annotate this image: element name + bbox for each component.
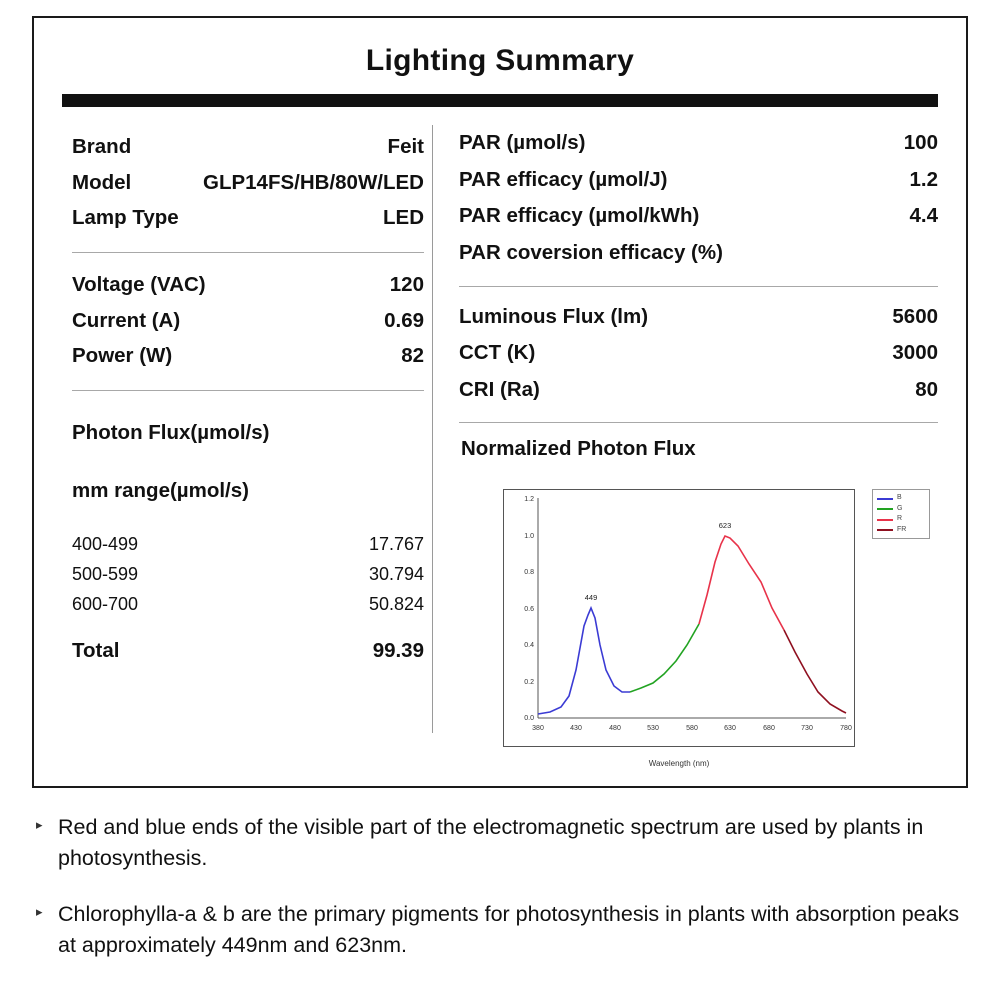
photometric-label-cct: CCT (K) bbox=[459, 341, 536, 365]
photometric-label-cri: CRI (Ra) bbox=[459, 377, 540, 401]
svg-text:0.4: 0.4 bbox=[524, 642, 534, 650]
band-value-400-499: 17.767 bbox=[368, 534, 424, 555]
svg-text:430: 430 bbox=[570, 725, 582, 733]
note-item-1 bbox=[36, 812, 966, 873]
svg-text:380: 380 bbox=[532, 725, 544, 733]
photometric-value-cct: 3000 bbox=[892, 341, 938, 365]
chart-x-axis-label: Wavelength (nm) bbox=[648, 759, 710, 769]
chart-annotation-623: 623 bbox=[718, 521, 732, 531]
spec-row-model bbox=[72, 165, 424, 201]
left-divider-1 bbox=[72, 252, 424, 253]
photon-flux-heading: Photon Flux(µmol/s) bbox=[72, 421, 270, 445]
left-column bbox=[34, 107, 432, 767]
par-label-efficacy-j: PAR efficacy (µmol/J) bbox=[459, 167, 668, 191]
spec-row-current bbox=[72, 303, 424, 339]
photometric-value-cri: 80 bbox=[915, 377, 938, 401]
legend-label-fr: FR bbox=[897, 525, 907, 533]
spec-label-voltage: Voltage (VAC) bbox=[72, 273, 206, 297]
left-divider-2 bbox=[72, 390, 424, 391]
svg-text:0.0: 0.0 bbox=[524, 715, 534, 723]
par-label-efficacy-kwh: PAR efficacy (µmol/kWh) bbox=[459, 204, 700, 228]
note-text-2: Chlorophylla-a & b are the primary pigments for photosynthesis in plants with absorption peaks at approximately 449nm and 623nm. bbox=[58, 902, 960, 957]
legend-item-b bbox=[877, 493, 925, 504]
par-row-efficacy-kwh bbox=[459, 198, 938, 235]
band-value-500-599: 30.794 bbox=[368, 564, 424, 585]
spec-value-power: 82 bbox=[401, 344, 424, 368]
svg-text:580: 580 bbox=[686, 725, 698, 733]
chart-heading: Normalized Photon Flux bbox=[461, 437, 696, 461]
legend-label-b: B bbox=[897, 494, 902, 502]
spec-row-voltage bbox=[72, 267, 424, 303]
chart-x-ticks bbox=[532, 725, 852, 732]
svg-text:730: 730 bbox=[801, 725, 813, 733]
legend-item-r bbox=[877, 514, 925, 525]
summary-body bbox=[34, 107, 966, 767]
photometric-value-luminous-flux: 5600 bbox=[892, 304, 938, 328]
svg-text:530: 530 bbox=[647, 725, 659, 733]
par-row-flux bbox=[459, 125, 938, 162]
right-divider-1 bbox=[459, 286, 938, 287]
par-label-flux: PAR (µmol/s) bbox=[459, 131, 586, 154]
note-text-1: Red and blue ends of the visible part of the electromagnetic spectrum are used by plants in photosynthesis. bbox=[58, 815, 924, 870]
legend-swatch-g bbox=[877, 508, 893, 510]
band-range-heading: mm range(µmol/s) bbox=[72, 479, 249, 503]
spec-value-model: GLP14FS/HB/80W/LED bbox=[203, 170, 424, 194]
spec-row-power bbox=[72, 338, 424, 374]
chart-plot-area bbox=[503, 489, 855, 747]
svg-text:480: 480 bbox=[609, 725, 621, 733]
spec-label-lamp-type: Lamp Type bbox=[72, 206, 179, 230]
chart-legend bbox=[872, 489, 930, 539]
band-label-400-499: 400-499 bbox=[72, 534, 139, 555]
band-label-600-700: 600-700 bbox=[72, 594, 139, 615]
svg-text:630: 630 bbox=[724, 725, 736, 733]
notes-list bbox=[36, 812, 966, 986]
band-row-500-599 bbox=[72, 559, 424, 589]
spec-value-current: 0.69 bbox=[384, 308, 424, 332]
chart-series-g bbox=[630, 624, 699, 692]
chart-svg bbox=[504, 490, 854, 746]
chart-y-ticks bbox=[524, 496, 534, 722]
spec-label-model: Model bbox=[72, 170, 132, 194]
par-value-efficacy-kwh: 4.4 bbox=[909, 204, 938, 228]
spec-value-lamp-type: LED bbox=[383, 206, 424, 230]
left-spacer-2 bbox=[72, 445, 424, 471]
spec-value-brand: Feit bbox=[387, 135, 424, 158]
right-divider-2 bbox=[459, 422, 938, 423]
photometric-row-cri bbox=[459, 372, 938, 409]
par-row-conversion-efficacy bbox=[459, 235, 938, 272]
legend-swatch-fr bbox=[877, 529, 893, 531]
total-label: Total bbox=[72, 639, 120, 663]
svg-text:0.2: 0.2 bbox=[524, 679, 534, 687]
svg-text:1.0: 1.0 bbox=[524, 533, 534, 541]
spectrum-chart bbox=[459, 467, 938, 785]
triangle-bullet-icon: ▸ bbox=[36, 817, 43, 832]
chart-annotation-449: 449 bbox=[584, 593, 598, 603]
band-row-600-700 bbox=[72, 589, 424, 619]
photometric-row-cct bbox=[459, 335, 938, 372]
par-label-conversion-efficacy: PAR coversion efficacy (%) bbox=[459, 240, 723, 264]
band-total-row bbox=[72, 635, 424, 663]
legend-label-r: R bbox=[897, 515, 903, 523]
note-item-2 bbox=[36, 899, 966, 960]
spec-label-power: Power (W) bbox=[72, 344, 173, 368]
legend-label-g: G bbox=[897, 504, 903, 512]
spec-value-voltage: 120 bbox=[389, 273, 424, 297]
legend-swatch-r bbox=[877, 519, 893, 521]
spec-row-lamp-type bbox=[72, 200, 424, 236]
chart-series-fr bbox=[784, 630, 846, 713]
total-value: 99.39 bbox=[372, 639, 424, 663]
left-spacer-3 bbox=[72, 503, 424, 529]
left-spacer-1 bbox=[72, 405, 424, 413]
band-row-400-499 bbox=[72, 529, 424, 559]
band-label-500-599: 500-599 bbox=[72, 564, 139, 585]
chart-series-r bbox=[699, 536, 784, 630]
par-value-efficacy-j: 1.2 bbox=[909, 167, 938, 191]
par-row-efficacy-j bbox=[459, 162, 938, 199]
svg-text:1.2: 1.2 bbox=[524, 496, 534, 504]
spec-row-brand bbox=[72, 129, 424, 165]
photometric-row-luminous-flux bbox=[459, 299, 938, 336]
title-rule bbox=[62, 94, 938, 107]
summary-card bbox=[32, 16, 968, 788]
photometric-label-luminous-flux: Luminous Flux (lm) bbox=[459, 304, 649, 328]
chart-series-b bbox=[538, 608, 630, 714]
svg-text:0.6: 0.6 bbox=[524, 606, 534, 614]
legend-swatch-b bbox=[877, 498, 893, 500]
left-spacer-4 bbox=[72, 619, 424, 635]
triangle-bullet-icon: ▸ bbox=[36, 904, 43, 920]
spec-label-brand: Brand bbox=[72, 135, 132, 158]
svg-text:780: 780 bbox=[840, 725, 852, 733]
legend-item-fr bbox=[877, 525, 925, 536]
band-value-600-700: 50.824 bbox=[368, 594, 424, 615]
right-column bbox=[433, 107, 966, 767]
par-value-flux: 100 bbox=[903, 131, 938, 154]
svg-text:680: 680 bbox=[763, 725, 775, 733]
spec-label-current: Current (A) bbox=[72, 308, 181, 332]
page-title: Lighting Summary bbox=[365, 44, 635, 77]
svg-text:0.8: 0.8 bbox=[524, 569, 534, 577]
legend-item-g bbox=[877, 504, 925, 515]
